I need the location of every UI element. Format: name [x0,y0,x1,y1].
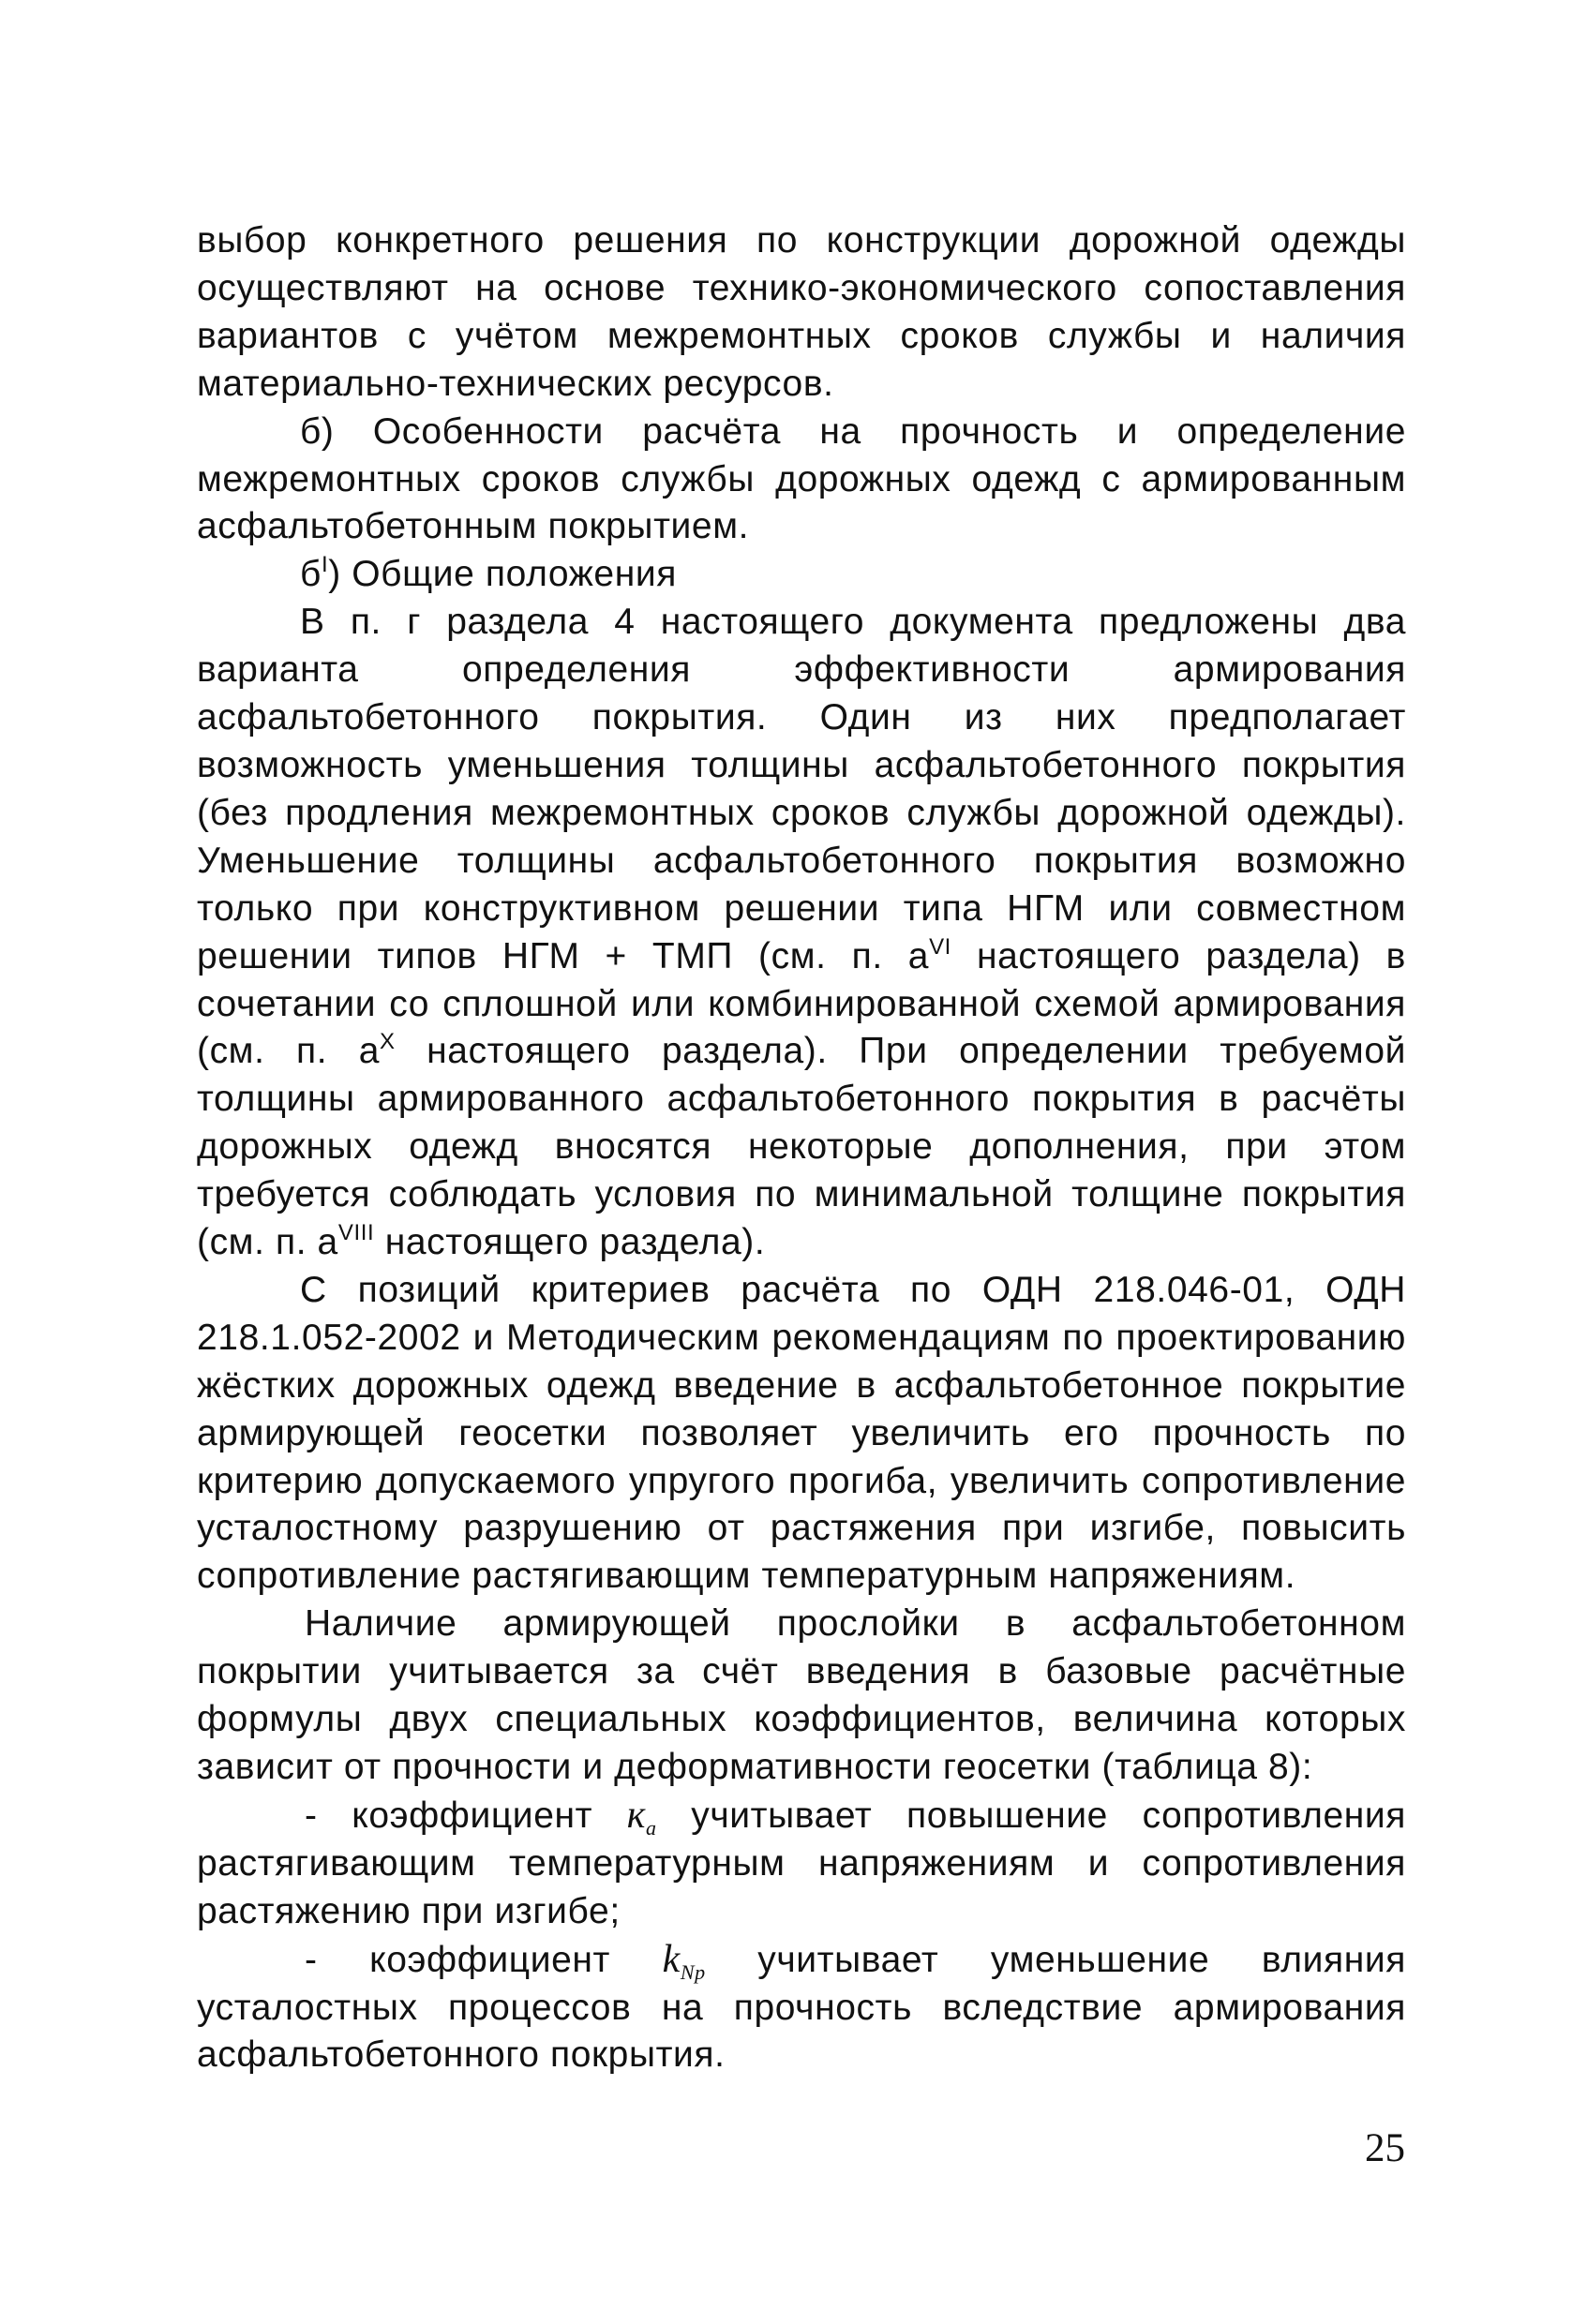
superscript-x: X [380,1029,396,1055]
list-item-knp-lead: - коэффициент [305,1939,663,1980]
coefficient-ka-subscript: a [645,1815,657,1840]
coefficient-ka-symbol: к [626,1793,646,1837]
paragraph-1: выбор конкретного решения по конструкции дорожной одежды осуществляют на основе технико-экономического сопоставления вариантов с учётом межремонтных сроков службы и наличия материально-технических ресурсов. [197,220,1406,404]
body-text [197,217,1406,2079]
paragraph-4-part-b: настоящего раздела) в сочетании со сплошной или комбинированной схемой армирования (см. п. а [197,935,1406,1072]
list-item-ka [197,1792,1406,1936]
paragraph-4-part-a: В п. г раздела 4 настоящего документа предложены два варианта определения эффективности армирования асфальтобетонного покрытия. Один из них предполагает возможность уменьшения толщины асфальтобетонного покрытия (без продления межремонтных сроков службы дорожной одежды). Уменьшение толщины асфальтобетонного покрытия возможно только при конструктивном решении типа НГМ или совместном решении типов НГМ + ТМП (см. п. а [197,602,1406,976]
list-item-knp-text: учитывает уменьшение влияния усталостных процессов на прочность вследствие армирования асфальтобетонного покрытия. [197,1939,1407,2076]
paragraph-4-part-c: настоящего раздела). При определении требуемой толщины армированного асфальтобетонного покрытия в расчёты дорожных одежд вносятся некоторые дополнения, при этом требуется соблюдать условия по минимальной толщине покрытия (см. п. а [197,1031,1406,1263]
superscript-viii: VIII [337,1220,375,1246]
paragraph-4-part-d: настоящего раздела). [374,1222,766,1263]
heading-superscript: I [321,552,329,578]
coefficient-knp-subscript: Np [680,1959,706,1984]
coefficient-knp-symbol: k [662,1937,681,1981]
paragraph-2: б) Особенности расчёта на прочность и определение межремонтных сроков службы дорожных одежд с армированным асфальтобетонным покрытием. [197,410,1406,547]
superscript-vi: VI [929,933,951,960]
paragraph-6: Наличие армирующей прослойки в асфальтобетонном покрытии учитывается за счёт введения в базовые расчётные формулы двух специальных коэффициентов, величина которых зависит от прочности и деформативности геосетки (таблица 8): [197,1603,1406,1787]
paragraph-5: С позиций критериев расчёта по ОДН 218.046-01, ОДН 218.1.052-2002 и Методическим рекомендациям по проектированию жёстких дорожных одежд введение в асфальтобетонное покрытие армирующей геосетки позволяет увеличить его прочность по критерию допускаемого упругого прогиба, увеличить сопротивление усталостному разрушению от растяжения при изгибе, повысить сопротивление растягивающим температурным напряжениям. [197,1269,1406,1597]
page-number: 25 [1365,2126,1405,2170]
list-item-ka-text: учитывает повышение сопротивления растягивающим температурным напряжениям и сопротивления растяжению при изгибе; [197,1795,1407,1931]
list-item-ka-lead: - коэффициент [305,1795,627,1836]
heading-letter: б [300,554,322,595]
paragraph-4 [197,599,1406,1267]
heading-title: ) Общие положения [328,554,677,595]
list-item-knp [197,1936,1406,2080]
section-heading-general [197,551,1406,599]
